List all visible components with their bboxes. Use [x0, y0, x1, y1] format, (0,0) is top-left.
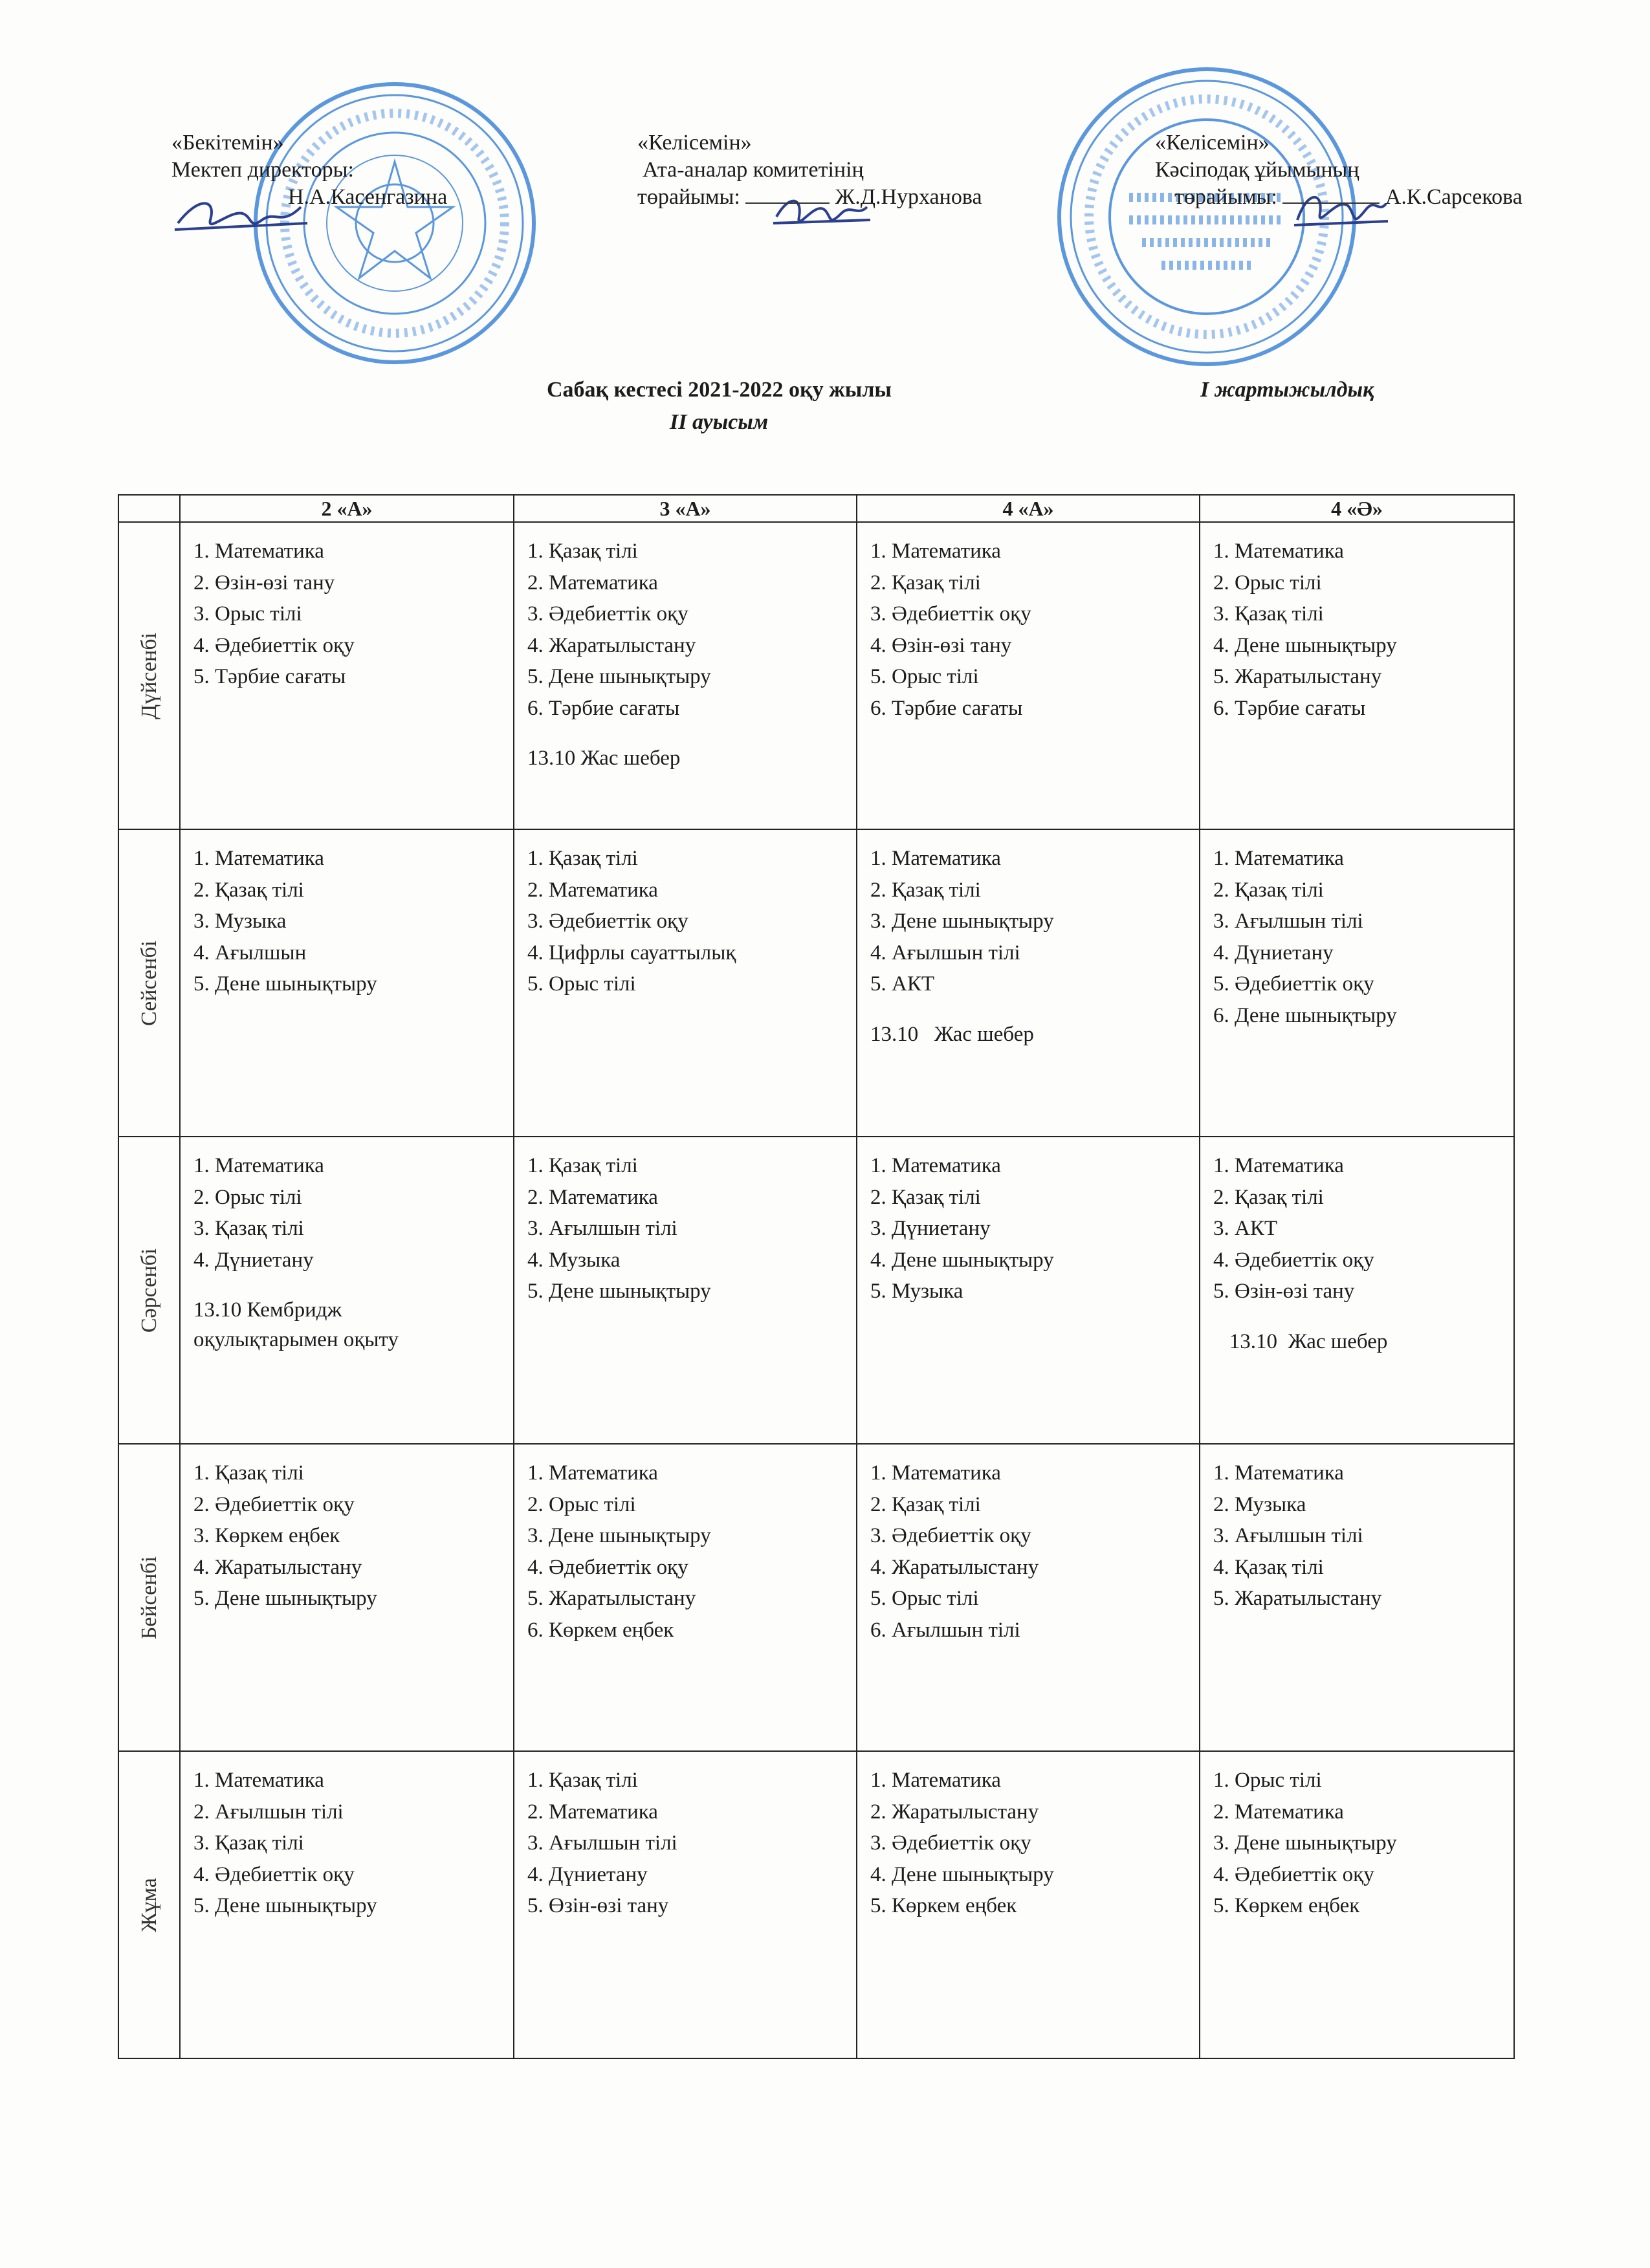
- day-label: Бейсенбі: [137, 1556, 161, 1639]
- day-label: Дүйсенбі: [137, 632, 161, 719]
- day-cell: [118, 829, 180, 1137]
- day-label: Сейсенбі: [137, 940, 161, 1026]
- schedule-cell: [857, 1751, 1200, 2058]
- lesson-item: 2. Өзін-өзі тану: [193, 571, 335, 594]
- lesson-item: 5. Жаратылыстану: [1213, 1587, 1382, 1610]
- lesson-item: 4. Дене шынықтыру: [1213, 633, 1397, 657]
- lesson-item: 6. Тәрбие сағаты: [870, 696, 1023, 720]
- schedule-cell: [180, 1137, 514, 1444]
- lesson-item: 2. Орыс тілі: [527, 1492, 636, 1516]
- lesson-item: 5. Дене шынықтыру: [527, 1280, 711, 1303]
- day-cell: [118, 1137, 180, 1444]
- schedule-cell: [857, 522, 1200, 829]
- lesson-item: 4. Дүниетану: [527, 1862, 648, 1886]
- lesson-item: 2. Математика: [527, 1185, 658, 1209]
- lesson-item: 4. Жаратылыстану: [870, 1555, 1039, 1579]
- lesson-item: 3. Қазақ тілі: [1213, 602, 1324, 626]
- lesson-item: 5. Әдебиеттік оқу: [1213, 972, 1374, 996]
- lesson-item: 1. Математика: [870, 847, 1001, 870]
- class-header: 4 «А»: [857, 495, 1200, 522]
- lesson-item: 3. Дене шынықтыру: [870, 910, 1054, 933]
- lesson-item: 2. Математика: [527, 878, 658, 902]
- lesson-item: 1. Математика: [870, 540, 1001, 563]
- lesson-item: 1. Математика: [1213, 1154, 1344, 1177]
- lesson-item: 1. Математика: [1213, 1461, 1344, 1485]
- schedule-cell: [1200, 522, 1514, 829]
- lesson-item: 5. Өзін-өзі тану: [1213, 1280, 1355, 1303]
- lesson-item: 1. Математика: [193, 1769, 324, 1792]
- schedule-cell: [857, 1444, 1200, 1751]
- lesson-item: 3. Орыс тілі: [193, 602, 302, 626]
- class-header: 4 «Ә»: [1200, 495, 1514, 522]
- lesson-item: 2. Математика: [1213, 1800, 1344, 1824]
- lesson-item: 5. Жаратылыстану: [527, 1587, 696, 1610]
- day-row: [118, 1137, 1514, 1444]
- schedule-cell: [514, 1137, 857, 1444]
- schedule-cell: [180, 1444, 514, 1751]
- lesson-item: 3. Ағылшын тілі: [1213, 1524, 1363, 1547]
- day-row: [118, 829, 1514, 1137]
- lesson-item: 5. Орыс тілі: [870, 665, 979, 688]
- lesson-item: 2. Қазақ тілі: [193, 878, 304, 902]
- lesson-item: 1. Математика: [870, 1461, 1001, 1485]
- schedule-title: Сабақ кестесі 2021-2022 оқу жылы: [547, 378, 892, 402]
- parents-approval-heading: «Келісемін»: [637, 131, 752, 155]
- lesson-item: 1. Математика: [870, 1769, 1001, 1792]
- lesson-item: 4. Дене шынықтыру: [870, 1862, 1054, 1886]
- trade-union-approval: [1155, 129, 1523, 211]
- extra-activity: 13.10 Кембридж оқулықтарымен оқыту: [193, 1298, 399, 1351]
- lesson-item: 6. Көркем еңбек: [527, 1618, 674, 1642]
- union-approval-heading: «Келісемін»: [1155, 131, 1270, 155]
- schedule-cell: [857, 829, 1200, 1137]
- lesson-item: 2. Қазақ тілі: [870, 571, 981, 594]
- lesson-item: 5. Дене шынықтыру: [193, 1894, 377, 1917]
- class-header-row: [118, 495, 1514, 522]
- lesson-item: 4. Ағылшын тілі: [870, 941, 1020, 965]
- lesson-item: 5. АКТ: [870, 972, 934, 996]
- class-header: 3 «А»: [514, 495, 857, 522]
- corner-cell: [118, 495, 180, 522]
- lesson-item: 2. Математика: [527, 1800, 658, 1824]
- lesson-item: 4. Жаратылыстану: [527, 633, 696, 657]
- lesson-item: 1. Орыс тілі: [1213, 1769, 1322, 1792]
- lesson-item: 2. Қазақ тілі: [1213, 878, 1324, 902]
- extra-activity: 13.10 Жас шебер: [1213, 1329, 1388, 1353]
- day-row: [118, 1751, 1514, 2058]
- lesson-item: 1. Қазақ тілі: [527, 540, 638, 563]
- lesson-item: 5. Өзін-өзі тану: [527, 1894, 669, 1917]
- lesson-item: 3. Қазақ тілі: [193, 1217, 304, 1240]
- lesson-item: 1. Математика: [193, 540, 324, 563]
- class-header: 2 «А»: [180, 495, 514, 522]
- lesson-item: 5. Музыка: [870, 1280, 963, 1303]
- lesson-item: 3. Әдебиеттік оқу: [527, 910, 688, 933]
- lesson-item: 5. Жаратылыстану: [1213, 665, 1382, 688]
- lesson-item: 3. АКТ: [1213, 1217, 1277, 1240]
- lesson-item: 5. Көркем еңбек: [870, 1894, 1017, 1917]
- director-approval-heading: «Бекітемін»: [171, 131, 284, 155]
- lesson-item: 5. Орыс тілі: [527, 972, 636, 996]
- lesson-item: 3. Көркем еңбек: [193, 1524, 340, 1547]
- schedule-cell: [514, 829, 857, 1137]
- day-cell: [118, 1751, 180, 2058]
- lesson-item: 5. Тәрбие сағаты: [193, 665, 346, 688]
- lesson-item: 6. Тәрбие сағаты: [527, 696, 680, 720]
- schedule-cell: [514, 522, 857, 829]
- lesson-item: 4. Әдебиеттік оқу: [193, 1862, 355, 1886]
- lesson-item: 3. Әдебиеттік оқу: [527, 602, 688, 626]
- lesson-item: 4. Музыка: [527, 1248, 621, 1272]
- lesson-item: 4. Ағылшын: [193, 941, 307, 965]
- lesson-item: 2. Музыка: [1213, 1492, 1306, 1516]
- lesson-item: 1. Математика: [870, 1154, 1001, 1177]
- schedule-cell: [1200, 1444, 1514, 1751]
- lesson-item: 3. Дене шынықтыру: [1213, 1831, 1397, 1855]
- lesson-item: 3. Музыка: [193, 910, 287, 933]
- lesson-item: 2. Жаратылыстану: [870, 1800, 1039, 1824]
- director-name: Н.А.Касенгазина: [288, 185, 448, 209]
- lesson-item: 5. Дене шынықтыру: [193, 1587, 377, 1610]
- lesson-item: 4. Әдебиеттік оқу: [527, 1555, 688, 1579]
- day-cell: [118, 1444, 180, 1751]
- semester-label: І жартыжылдық: [1200, 378, 1374, 402]
- lesson-item: 4. Қазақ тілі: [1213, 1555, 1324, 1579]
- lesson-item: 6. Ағылшын тілі: [870, 1618, 1020, 1642]
- lesson-item: 4. Цифрлы сауаттылық: [527, 941, 736, 965]
- shift-label: ІІ ауысым: [670, 410, 769, 434]
- union-signature-line: [1282, 202, 1380, 204]
- lesson-item: 2. Қазақ тілі: [870, 1185, 981, 1209]
- lesson-item: 4. Әдебиеттік оқу: [1213, 1862, 1374, 1886]
- schedule-cell: [1200, 1751, 1514, 2058]
- parents-chair-label: төрайымы:: [637, 185, 740, 209]
- lesson-item: 3. Ағылшын тілі: [527, 1831, 677, 1855]
- schedule-cell: [1200, 1137, 1514, 1444]
- lesson-item: 4. Дене шынықтыру: [870, 1248, 1054, 1272]
- lesson-item: 4. Дүниетану: [1213, 941, 1334, 965]
- lesson-item: 4. Әдебиеттік оқу: [1213, 1248, 1374, 1272]
- lesson-item: 3. Қазақ тілі: [193, 1831, 304, 1855]
- lesson-item: 2. Әдебиеттік оқу: [193, 1492, 355, 1516]
- lesson-item: 1. Математика: [527, 1461, 658, 1485]
- lesson-item: 1. Математика: [1213, 847, 1344, 870]
- lesson-schedule-table: [118, 494, 1515, 2059]
- lesson-item: 1. Қазақ тілі: [527, 1769, 638, 1792]
- lesson-item: 1. Қазақ тілі: [527, 1154, 638, 1177]
- union-chair-label: төрайымы:: [1174, 185, 1277, 209]
- parents-signature-line: [745, 202, 830, 204]
- lesson-item: 3. Әдебиеттік оқу: [870, 1524, 1031, 1547]
- lesson-item: 3. Әдебиеттік оқу: [870, 1831, 1031, 1855]
- lesson-item: 2. Қазақ тілі: [1213, 1185, 1324, 1209]
- schedule-cell: [180, 1751, 514, 2058]
- lesson-item: 4. Жаратылыстану: [193, 1555, 362, 1579]
- lesson-item: 1. Қазақ тілі: [193, 1461, 304, 1485]
- lesson-item: 1. Қазақ тілі: [527, 847, 638, 870]
- schedule-cell: [514, 1444, 857, 1751]
- director-role: Мектеп директоры:: [171, 158, 354, 182]
- lesson-item: 2. Қазақ тілі: [870, 1492, 981, 1516]
- schedule-cell: [180, 829, 514, 1137]
- schedule-cell: [1200, 829, 1514, 1137]
- lesson-item: 4. Әдебиеттік оқу: [193, 633, 355, 657]
- parents-committee-approval: [637, 129, 982, 211]
- extra-activity: 13.10 Жас шебер: [527, 747, 681, 770]
- lesson-item: 5. Дене шынықтыру: [527, 665, 711, 688]
- schedule-cell: [514, 1751, 857, 2058]
- schedule-cell: [857, 1137, 1200, 1444]
- lesson-item: 6. Тәрбие сағаты: [1213, 696, 1366, 720]
- director-approval: [171, 129, 447, 211]
- parents-chair-name: Ж.Д.Нурханова: [835, 185, 982, 209]
- lesson-item: 4. Дүниетану: [193, 1248, 314, 1272]
- lesson-item: 4. Өзін-өзі тану: [870, 633, 1012, 657]
- union-chair-name: А.К.Сарсекова: [1385, 185, 1523, 209]
- lesson-item: 5. Орыс тілі: [870, 1587, 979, 1610]
- day-label: Сәрсенбі: [137, 1248, 161, 1333]
- lesson-item: 3. Дене шынықтыру: [527, 1524, 711, 1547]
- extra-activity: 13.10 Жас шебер: [870, 1022, 1034, 1046]
- lesson-item: 2. Қазақ тілі: [870, 878, 981, 902]
- lesson-item: 2. Орыс тілі: [1213, 571, 1322, 594]
- lesson-item: 3. Ағылшын тілі: [527, 1217, 677, 1240]
- day-cell: [118, 522, 180, 829]
- lesson-item: 2. Орыс тілі: [193, 1185, 302, 1209]
- lesson-item: 1. Математика: [193, 847, 324, 870]
- union-organization-role: Кәсіподақ ұйымының: [1155, 158, 1359, 182]
- day-row: [118, 1444, 1514, 1751]
- lesson-item: 5. Көркем еңбек: [1213, 1894, 1360, 1917]
- schedule-cell: [180, 522, 514, 829]
- day-label: Жұма: [137, 1877, 161, 1932]
- lesson-item: 2. Математика: [527, 571, 658, 594]
- lesson-item: 3. Ағылшын тілі: [1213, 910, 1363, 933]
- parents-committee-role: Ата-аналар комитетінің: [643, 158, 864, 182]
- lesson-item: 2. Ағылшын тілі: [193, 1800, 344, 1824]
- lesson-item: 3. Дүниетану: [870, 1217, 991, 1240]
- lesson-item: 3. Әдебиеттік оқу: [870, 602, 1031, 626]
- lesson-item: 1. Математика: [193, 1154, 324, 1177]
- lesson-item: 1. Математика: [1213, 540, 1344, 563]
- lesson-item: 6. Дене шынықтыру: [1213, 1003, 1397, 1027]
- day-row: [118, 522, 1514, 829]
- lesson-item: 5. Дене шынықтыру: [193, 972, 377, 996]
